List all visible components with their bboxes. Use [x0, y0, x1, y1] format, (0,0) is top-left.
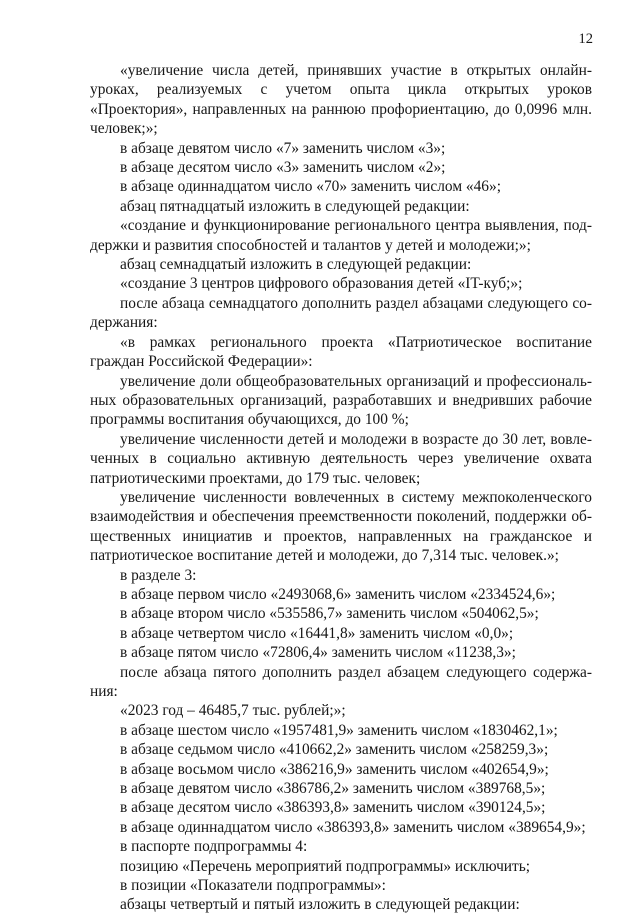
paragraph-abzats-11: в абзаце одиннадцатом число «70» заменить числом «46»;	[120, 178, 501, 196]
paragraph-education-programs: увеличение доли общеобразовательных организаций и профессиональных образовательных организаций, разработавших и внедривших рабочие программы воспитания обучающихся, до 100 %;	[90, 372, 592, 429]
paragraph-abzats-4-5-intro: абзацы четвертый и пятый изложить в следующей редакции:	[120, 896, 520, 914]
paragraph-intergenerational: увеличение численности вовлеченных в систему межпоколенческого взаимодействия и обеспечения преемственности поколений, поддержки общественных инициатив и проектов, направленных на гражданское и патриотическое воспитание детей и молодежи, до 7,314 тыс. человек.»;	[90, 488, 592, 565]
paragraph-s3-abzats-9: в абзаце девятом число «386786,2» заменить числом «389768,5»;	[120, 780, 546, 798]
paragraph-abzats-17-intro: абзац семнадцатый изложить в следующей редакции:	[120, 256, 472, 274]
paragraph-s3-abzats-2: в абзаце втором число «535586,7» заменить числом «504062,5»;	[120, 605, 539, 623]
document-body	[90, 61, 592, 915]
paragraph-2023-amount: «2023 год – 46485,7 тыс. рублей;»;	[120, 702, 346, 720]
paragraph-online-lessons: «увеличение числа детей, принявших участие в открытых онлайн-уроках, реализуемых с учетом опыта цикла открытых уроков «Проектория», направленных на раннюю профориентацию, до 0,0996 млн. человек;»;	[90, 62, 592, 138]
paragraph-abzats-10: в абзаце десятом число «3» заменить числом «2»;	[120, 159, 446, 177]
paragraph-youth-involvement: увеличение численности детей и молодежи в возрасте до 30 лет, вовлеченных в социально активную деятельность через увеличение охвата патриотическими проектами, до 179 тыс. человек;	[90, 430, 592, 487]
paragraph-abzats-15-intro: абзац пятнадцатый изложить в следующей редакции:	[120, 197, 470, 215]
paragraph-patriotic-project: «в рамках регионального проекта «Патриотическое воспитание граждан Российской Федерации»:	[90, 333, 592, 371]
paragraph-abzats-9: в абзаце девятом число «7» заменить числом «3»;	[120, 139, 446, 157]
paragraph-s3-abzats-11: в абзаце одиннадцатом число «386393,8» заменить числом «389654,9»;	[120, 818, 586, 836]
page-number: 12	[578, 31, 593, 47]
paragraph-after-17-intro: после абзаца семнадцатого дополнить раздел абзацами следующего содержания:	[90, 294, 592, 332]
paragraph-s3-abzats-8: в абзаце восьмом число «386216,9» заменить числом «402654,9»;	[120, 760, 549, 778]
paragraph-s3-abzats-4: в абзаце четвертом число «16441,8» заменить числом «0,0»;	[120, 624, 514, 642]
paragraph-subprogram-4-passport: в паспорте подпрограммы 4:	[120, 838, 308, 856]
paragraph-s3-abzats-1: в абзаце первом число «2493068,6» заменить числом «2334524,6»;	[120, 585, 556, 603]
paragraph-s3-abzats-7: в абзаце седьмом число «410662,2» заменить числом «258259,3»;	[120, 741, 549, 759]
paragraph-indicators-position: в позиции «Показатели подпрограммы»:	[120, 877, 386, 895]
paragraph-section-3: в разделе 3:	[120, 566, 197, 584]
paragraph-s3-abzats-5: в абзаце пятом число «72806,4» заменить числом «11238,3»;	[120, 644, 516, 662]
paragraph-s3-abzats-6: в абзаце шестом число «1957481,9» заменить числом «1830462,1»;	[120, 721, 558, 739]
paragraph-after-5-intro: после абзаца пятого дополнить раздел абзацем следующего содержания:	[90, 663, 592, 700]
paragraph-regional-center: «создание и функционирование регионального центра выявления, поддержки и развития способностей и талантов у детей и молодежи;»;	[90, 217, 592, 254]
paragraph-it-cube: «создание 3 центров цифрового образования детей «IT-куб;»;	[120, 275, 523, 293]
paragraph-s3-abzats-10: в абзаце десятом число «386393,8» заменить числом «390124,5»;	[120, 799, 546, 817]
paragraph-exclude-position: позицию «Перечень мероприятий подпрограммы» исключить;	[120, 857, 531, 875]
